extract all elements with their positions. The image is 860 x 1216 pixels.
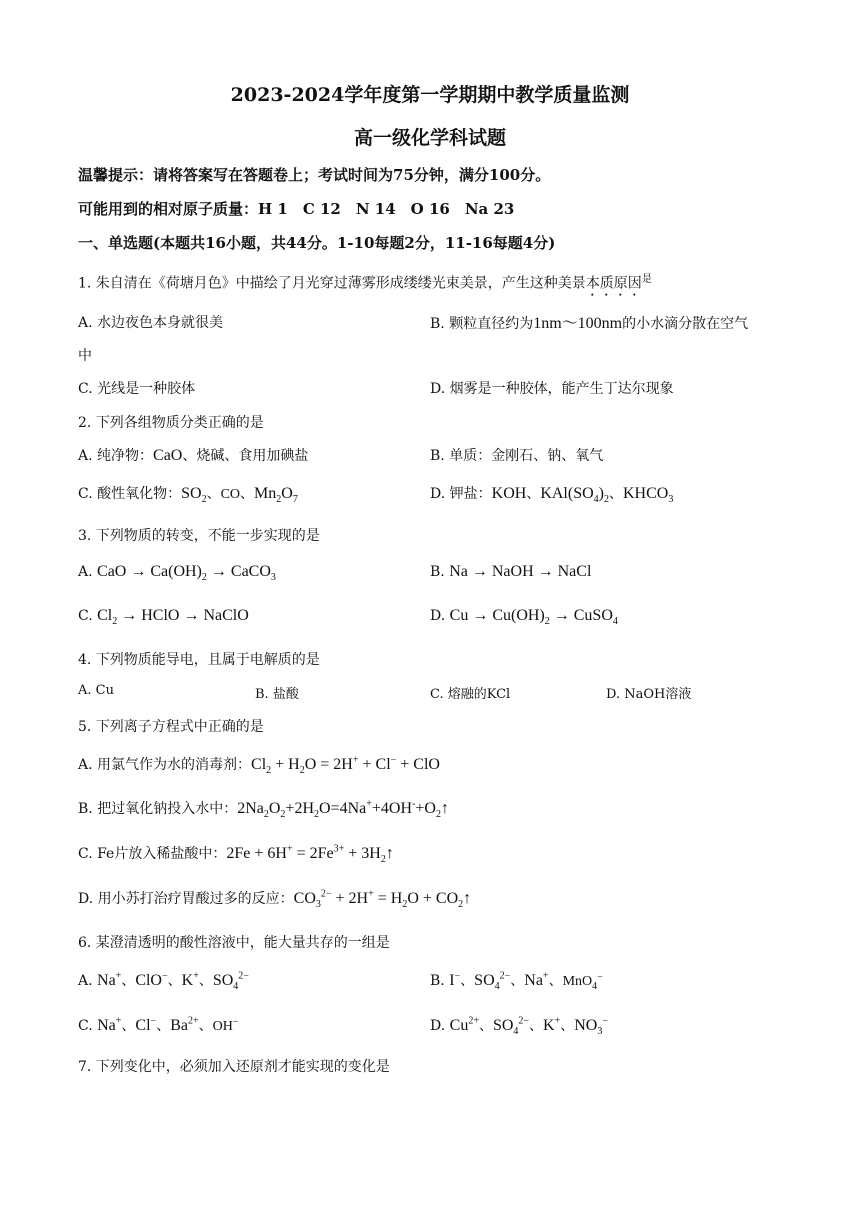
q6-option-c: C. Na+、Cl−、$Ba^{2+}$、OH− [78,1015,239,1034]
q5-option-a: A. 用氯气作为水的消毒剂：$Cl_2 + H_2O = 2H^+ + Cl^-$ + ClO [78,754,440,777]
q6-option-d: D. $Cu^{2+}$、$SO_4^{2-}$、K+、$NO_3^-$ [430,1015,608,1038]
q4-option-a: A. Cu [78,683,114,698]
question-7-stem: 7. 下列变化中，必须加入还原剂才能实现的变化是 [78,1059,390,1075]
q3-option-c: C. $Cl_2$ → HClO → NaClO [78,607,249,628]
question-3-stem: 3. 下列物质的转变，不能一步实现的是 [78,528,320,544]
q1-option-b: B. 颗粒直径约为1nm～100nm的小水滴分散在空气 [430,315,749,332]
q1-option-d: D. 烟雾是一种胶体，能产生丁达尔现象 [430,381,674,397]
section-heading: 一、单选题(本题共16小题，共44分。1-10每题2分，11-16每题4分) [78,234,556,252]
question-6-stem: 6. 某澄清透明的酸性溶液中，能大量共存的一组是 [78,935,390,951]
q2-option-a: A. 纯净物：CaO、烧碱、食用加碘盐 [78,447,309,464]
q1-option-b-wrap: 中 [78,348,92,364]
q6-option-b: B. I−、$SO_4^{2-}$、Na+、MnO$_4$− [430,970,603,993]
q1-option-a: A. 水边夜色本身就很美 [78,315,224,331]
exam-subtitle: 高一级化学科试题 [353,127,506,149]
q5-option-b: B. 把过氧化钠投入水中：$2Na_2O_2+2H_2O=4Na^++4OH^-+O_2↑$ [78,798,449,821]
q3-option-d: D. $Cu \to Cu(OH)_2$ → CuSO$_4$ [430,607,618,628]
question-4-stem: 4. 下列物质能导电，且属于电解质的是 [78,652,320,668]
exam-title: 2023-2024学年度第一学期期中教学质量监测 [230,84,630,106]
q1-option-c: C. 光线是一种胶体 [78,381,196,397]
q5-option-c: C. Fe片放入稀盐酸中：$2Fe + 6H^+ = 2Fe^{3+}$ + $3H_2↑$ [78,843,394,866]
atomic-masses: 可能用到的相对原子质量：H 1 C 12 N 14 O 16 Na 23 [78,200,515,218]
question-2-stem: 2. 下列各组物质分类正确的是 [78,415,264,431]
q2-option-b: B. 单质：金刚石、钠、氧气 [430,448,604,464]
q2-option-c: C. 酸性氧化物：$SO_2$、CO、$Mn_2O_7$ [78,485,298,506]
q4-option-b: B. 盐酸 [255,687,299,702]
question-5-stem: 5. 下列离子方程式中正确的是 [78,719,264,735]
q6-option-a: A. Na+、ClO−、K+、$SO_4^{2-}$ [78,970,249,993]
q4-option-c: C. 熔融的KCl [430,687,511,702]
q4-option-d: D. NaOH溶液 [606,687,692,702]
q2-option-d: D. 钾盐：KOH、$KAl(SO_4)_2$、$KHCO_3$ [430,485,674,506]
notice-text: 温馨提示：请将答案写在答题卷上；考试时间为75分钟，满分100分。 [78,166,551,184]
q3-option-a: A. CaO → $Ca(OH)_2$ → CaCO$_3$ [78,563,276,584]
q5-option-d: D. 用小苏打治疗胃酸过多的反应：$CO_3^{2-} + 2H^+ = H_2O$ + $CO_2↑$ [78,888,472,911]
question-1-stem: 1. 朱自清在《荷塘月色》中描绘了月光穿过薄雾形成缕缕光束美景，产生这种美景本质原因$^是$ [78,274,652,292]
q3-option-b: B. Na → NaOH → NaCl [430,563,592,580]
